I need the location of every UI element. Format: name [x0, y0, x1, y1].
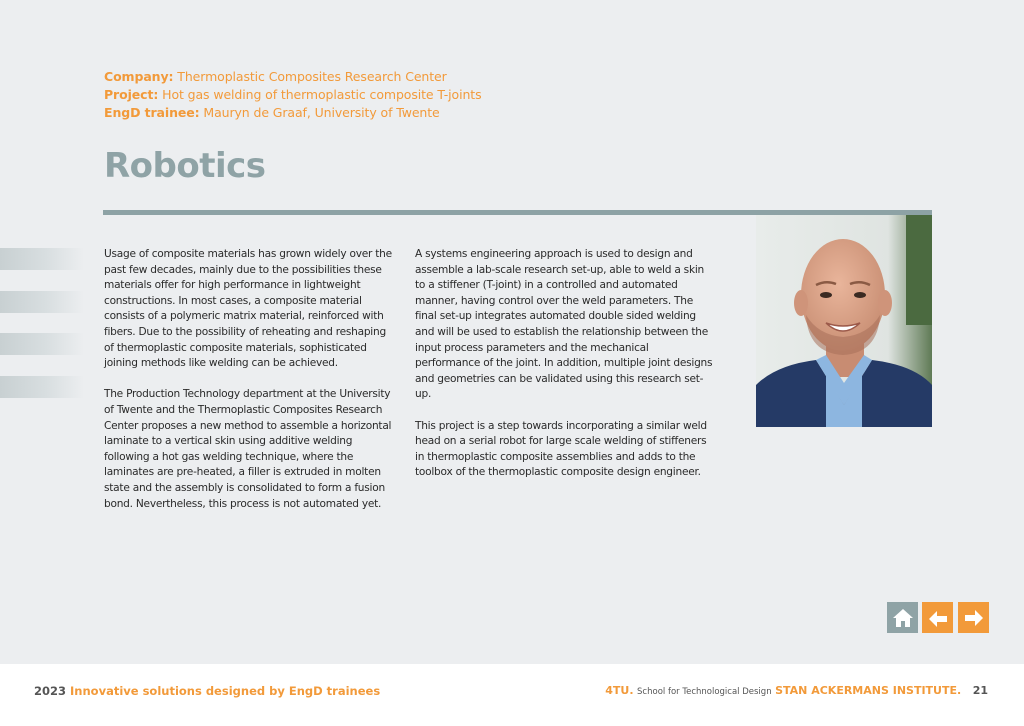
text-column-left	[104, 247, 392, 528]
forward-button[interactable]	[958, 602, 989, 633]
paragraph: A systems engineering approach is used to design and assemble a lab-scale research set-up, able to weld a skin to a stiffener (T-joint) in a controlled and automated manner, having control over the weld parameters. The final set-up integrates automated double sided welding and will be used to establish the relationship between the input process parameters and the mechanical performance of the joint. In addition, multiple joint designs and geometries can be validated using this research set-up.	[415, 248, 713, 401]
trainee-label: EngD trainee:	[104, 105, 200, 120]
page-number: 21	[972, 684, 988, 697]
text-column-right	[415, 247, 715, 497]
paragraph: Usage of composite materials has grown widely over the past few decades, mainly due to the possibilities these materials offer for high performance in lightweight constructions. In most cases, a composite material consists of a polymeric matrix material, reinforced with fibers. Due to the possibility of reheating and reshaping of thermoplastic composite materials, sophisticated joining methods like welding can be achieved.	[104, 248, 392, 370]
footer-tagline	[34, 684, 380, 698]
portrait-illustration	[756, 215, 932, 427]
company-label: Company:	[104, 69, 174, 84]
arrow-right-icon	[962, 606, 986, 630]
page-title: Robotics	[104, 146, 266, 186]
trainee-line	[104, 104, 482, 122]
footer-year: 2023	[34, 684, 67, 698]
trainee-portrait-photo	[756, 215, 932, 427]
brand-school: School for Technological Design	[637, 687, 772, 697]
decorative-stripe	[0, 291, 84, 313]
project-value: Hot gas welding of thermoplastic composite T-joints	[162, 87, 482, 102]
decorative-stripe	[0, 376, 84, 398]
company-value: Thermoplastic Composites Research Center	[177, 69, 447, 84]
project-label: Project:	[104, 87, 159, 102]
decorative-stripe	[0, 333, 84, 355]
home-button[interactable]	[887, 602, 918, 633]
brand-institute: STAN ACKERMANS INSTITUTE.	[775, 684, 962, 697]
home-icon	[891, 606, 915, 630]
paragraph: This project is a step towards incorporating a similar weld head on a serial robot for large scale welding of stiffeners in thermoplastic composite assemblies and adds to the toolbox of the thermoplastic composite design engineer.	[415, 419, 707, 479]
arrow-left-icon	[926, 606, 950, 630]
footer-tagline-text: Innovative solutions designed by EngD trainees	[70, 684, 381, 698]
decorative-stripe	[0, 248, 84, 270]
project-info	[104, 68, 482, 122]
project-line	[104, 86, 482, 104]
back-button[interactable]	[922, 602, 953, 633]
paragraph: The Production Technology department at the University of Twente and the Thermoplastic Composites Research Center proposes a new method to assemble a horizontal laminate to a vertical skin using additive welding following a hot gas welding technique, where the laminates are pre-heated, a filler is extruded in molten state and the assembly is consolidated to form a fusion bond. Nevertheless, this process is not automated yet.	[104, 388, 392, 510]
footer-branding	[605, 684, 988, 697]
brand-4tu: 4TU.	[605, 684, 634, 697]
company-line	[104, 68, 482, 86]
trainee-value: Mauryn de Graaf, University of Twente	[203, 105, 440, 120]
